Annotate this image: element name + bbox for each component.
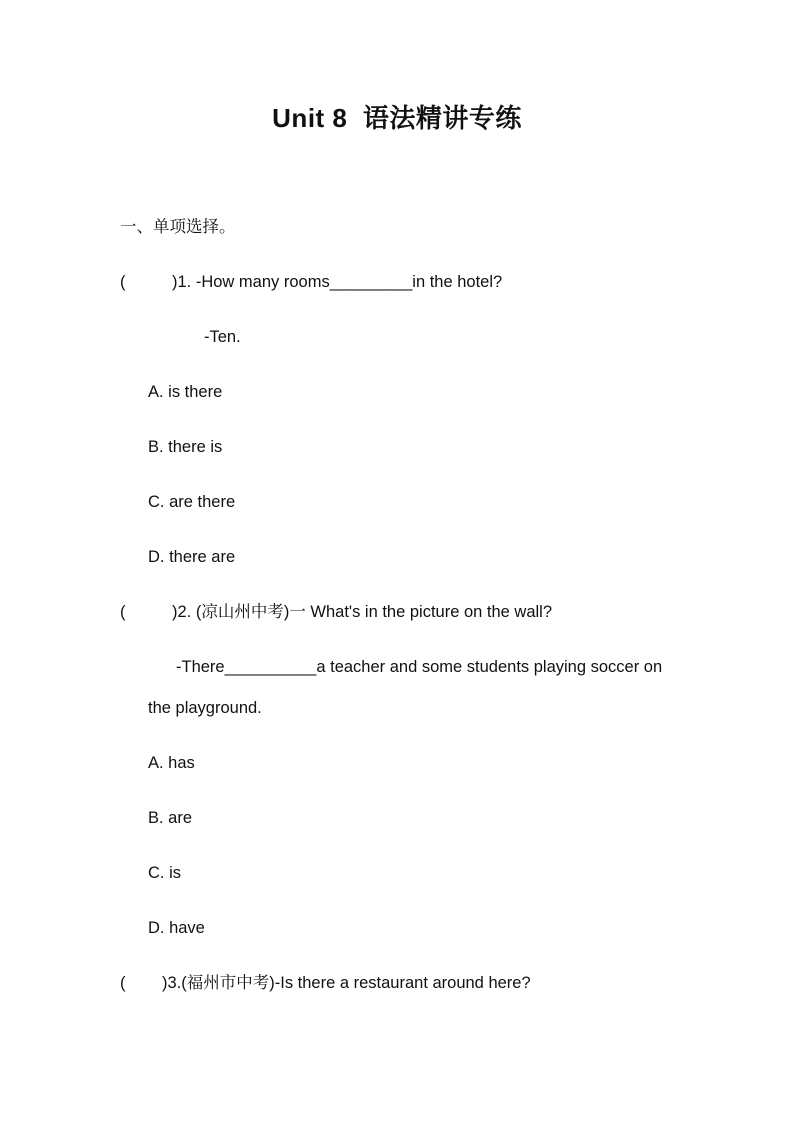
section-heading: 一、单项选择。 bbox=[120, 218, 236, 236]
answer-paren: ( bbox=[120, 974, 126, 992]
answer-paren: ( bbox=[120, 603, 126, 621]
option-a: A. is there bbox=[148, 383, 223, 401]
option-d: D. have bbox=[148, 919, 205, 937]
question-reply-continued: the playground. bbox=[148, 699, 262, 717]
question-stem: )2. (凉山州中考)一 What's in the picture on the wall? bbox=[172, 603, 553, 621]
option-b: B. are bbox=[148, 809, 193, 827]
option-d: D. there are bbox=[148, 548, 236, 566]
question-stem: )1. -How many rooms_________in the hotel? bbox=[172, 273, 503, 291]
option-b: B. there is bbox=[148, 438, 223, 456]
option-a: A. has bbox=[148, 754, 195, 772]
question-reply: -There__________a teacher and some students playing soccer on bbox=[176, 658, 663, 676]
question-reply: -Ten. bbox=[204, 328, 241, 346]
option-c: C. are there bbox=[148, 493, 236, 511]
answer-paren: ( bbox=[120, 273, 126, 291]
page-title: Unit 8 语法精讲专练 bbox=[272, 103, 522, 133]
option-c: C. is bbox=[148, 864, 181, 882]
question-stem: )3.(福州市中考)-Is there a restaurant around here? bbox=[162, 974, 531, 992]
